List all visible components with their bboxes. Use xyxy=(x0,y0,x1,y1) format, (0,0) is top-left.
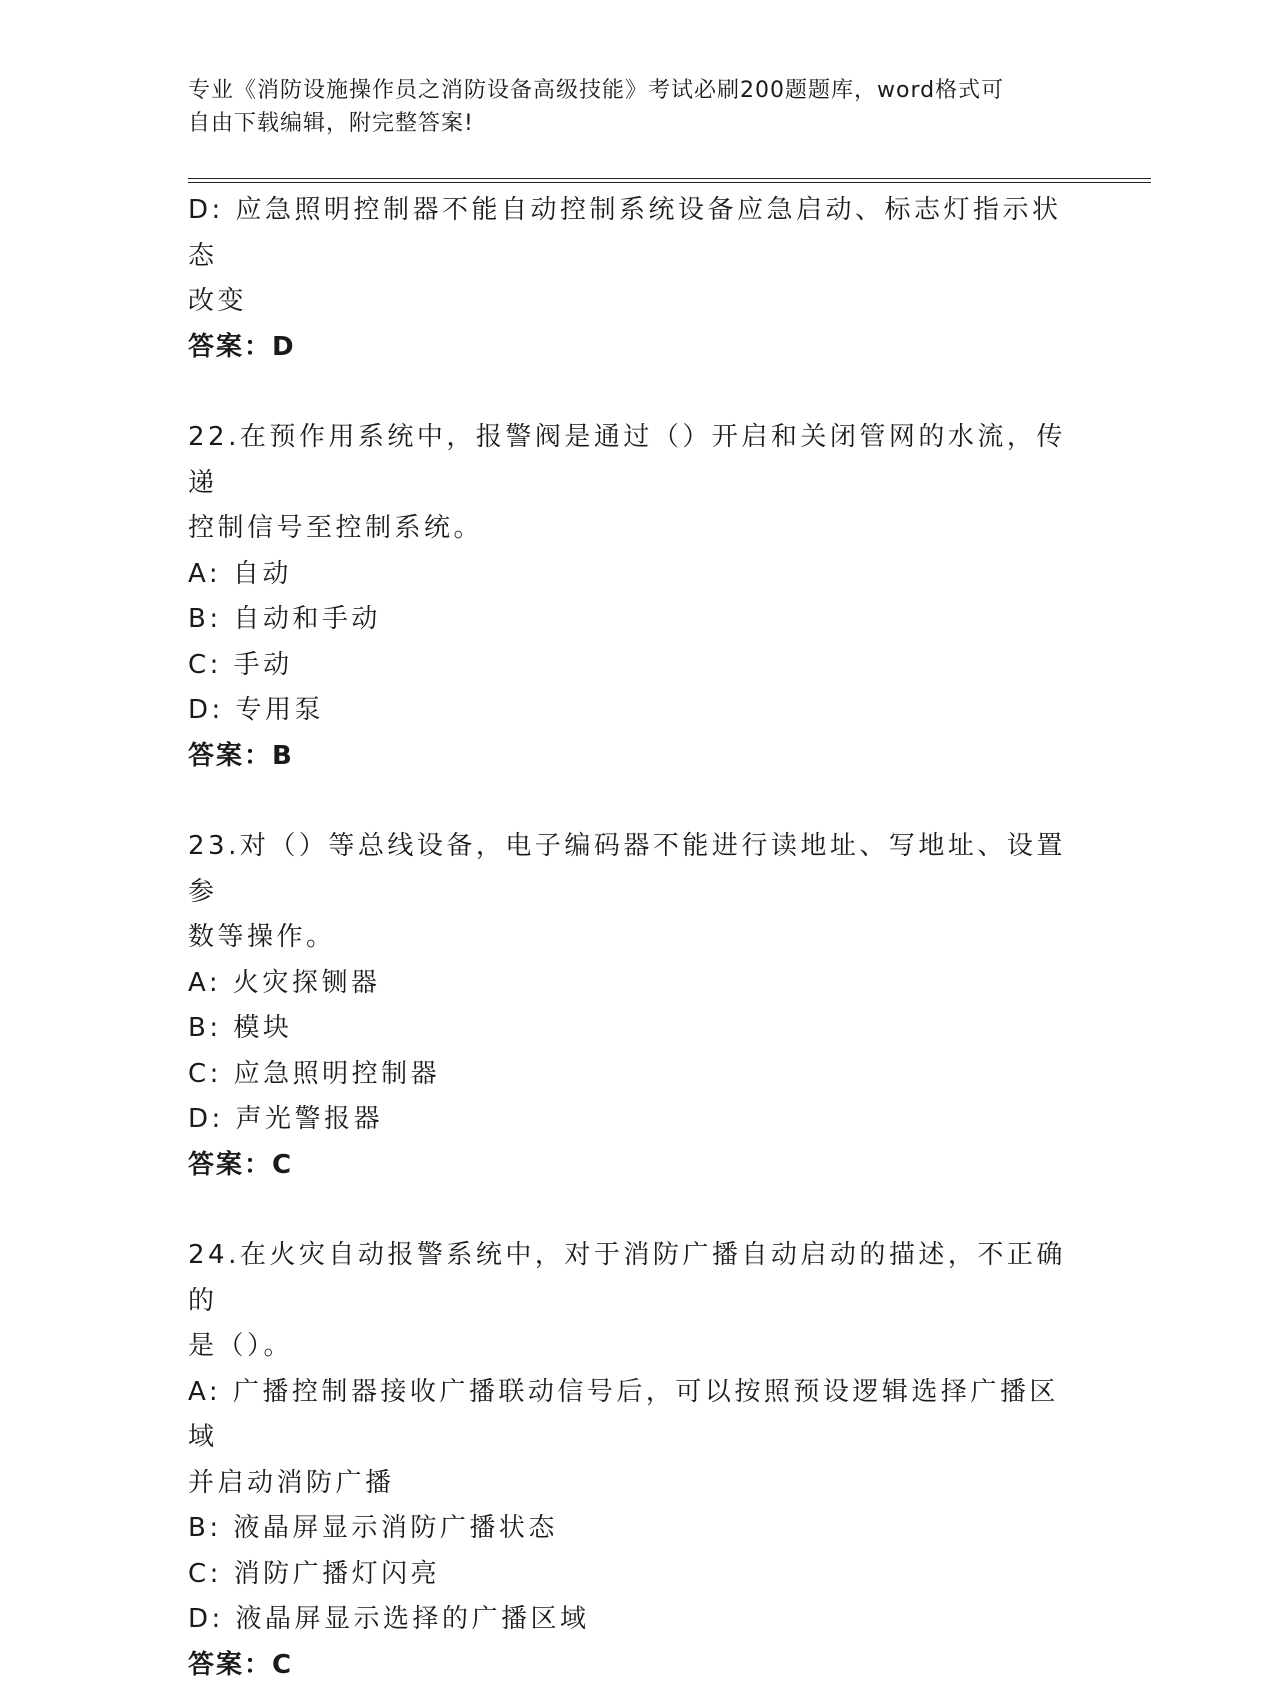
question-stem-continued: 控制信号至控制系统。 xyxy=(188,506,1078,552)
option-b: B: 液晶屏显示消防广播状态 xyxy=(188,1506,1078,1552)
header-line-1: 专业《消防设施操作员之消防设备高级技能》考试必刷200题题库，word格式可 xyxy=(188,74,1088,107)
option-b: B: 自动和手动 xyxy=(188,597,1078,643)
option-c: C: 应急照明控制器 xyxy=(188,1052,1078,1098)
header-divider-bottom xyxy=(188,182,1151,183)
question-stem-continued: 数等操作。 xyxy=(188,915,1078,961)
question-24 xyxy=(188,1233,1078,1688)
header-line-2: 自由下载编辑，附完整答案! xyxy=(188,107,1088,140)
question-22 xyxy=(188,415,1078,779)
option-d: D: 专用泵 xyxy=(188,688,1078,734)
option-c: C: 手动 xyxy=(188,643,1078,689)
question-stem: 22.在预作用系统中，报警阀是通过（）开启和关闭管网的水流，传递 xyxy=(188,415,1078,506)
document-header xyxy=(188,74,1088,140)
spacer xyxy=(188,779,1078,824)
spacer xyxy=(188,1188,1078,1233)
question-stem: 24.在火灾自动报警系统中，对于消防广播自动启动的描述，不正确的 xyxy=(188,1233,1078,1324)
option-d-continued: 改变 xyxy=(188,279,1078,325)
spacer xyxy=(188,370,1078,415)
option-d: D: 声光警报器 xyxy=(188,1097,1078,1143)
answer: 答案：C xyxy=(188,1643,1078,1688)
option-d: D: 液晶屏显示选择的广播区域 xyxy=(188,1597,1078,1643)
answer: 答案：D xyxy=(188,325,1078,371)
answer: 答案：B xyxy=(188,734,1078,780)
question-23 xyxy=(188,824,1078,1188)
question-stem-continued: 是（）。 xyxy=(188,1324,1078,1370)
option-b: B: 模块 xyxy=(188,1006,1078,1052)
option-a: A: 广播控制器接收广播联动信号后，可以按照预设逻辑选择广播区域 xyxy=(188,1370,1078,1461)
header-divider-top xyxy=(188,178,1151,179)
option-c: C: 消防广播灯闪亮 xyxy=(188,1552,1078,1598)
option-a-continued: 并启动消防广播 xyxy=(188,1461,1078,1507)
option-d: D: 应急照明控制器不能自动控制系统设备应急启动、标志灯指示状态 xyxy=(188,188,1078,279)
question-stem: 23.对（）等总线设备，电子编码器不能进行读地址、写地址、设置参 xyxy=(188,824,1078,915)
question-content xyxy=(188,188,1078,1688)
option-a: A: 火灾探铡器 xyxy=(188,961,1078,1007)
previous-question-fragment xyxy=(188,188,1078,370)
answer: 答案：C xyxy=(188,1143,1078,1189)
option-a: A: 自动 xyxy=(188,552,1078,598)
